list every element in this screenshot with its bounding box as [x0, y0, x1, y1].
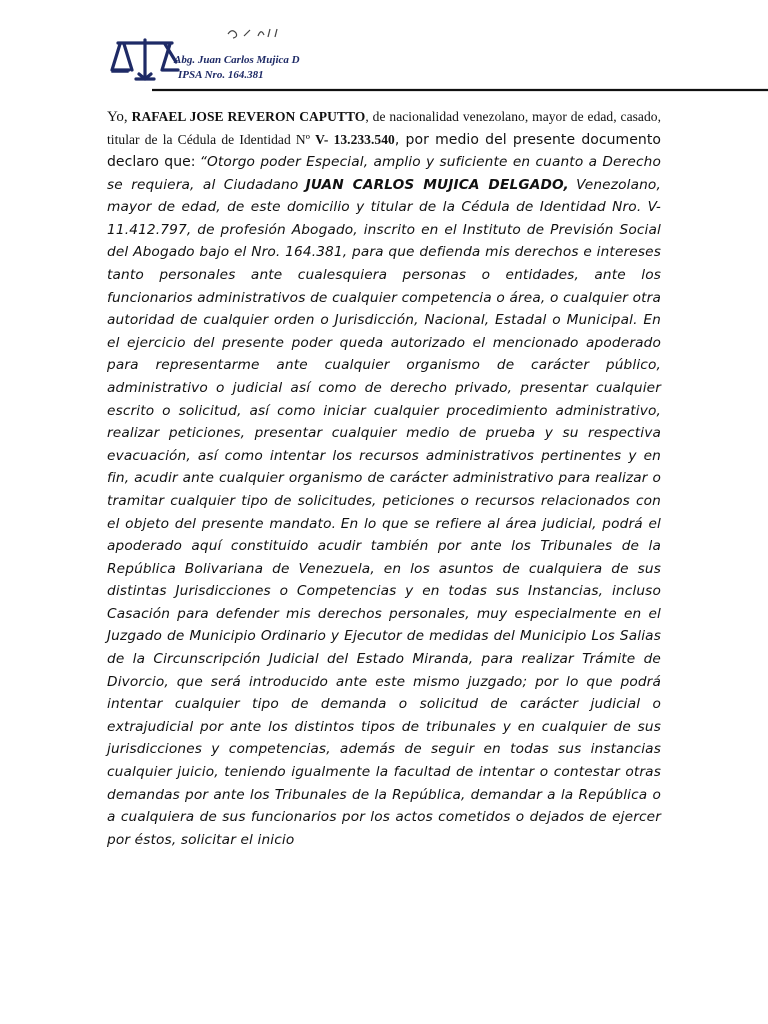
letterhead [0, 0, 768, 95]
power-grant-body: Venezolano, mayor de edad, de este domicilio y titular de la Cédula de Identidad Nro. V-11.412.797, de profesión Abogado, inscrito en el Instituto de Previsión Social del Abogado bajo el Nro. 164.381, para que defienda mis derechos e intereses tanto personales ante cualesquiera personas o entidades, ante los funcionarios administrativos de cualquier competencia o área, o cualquier otra autoridad de cualquier orden o Jurisdicción, Nacional, Estadal o Municipal. En el ejercicio del presente poder queda autorizado el mencionado apoderado para representarme ante cualquier organismo de carácter público, administrativo o judicial así como de derecho privado, presentar cualquier escrito o solicitud, así como iniciar cualquier procedimiento administrativo, realizar peticiones, presentar cualquier medio de prueba y su respectiva evacuación, así como intentar los recursos administrativos pertinentes y en fin, acudir ante cualquier organismo de carácter administrativo para realizar o tramitar cualquier tipo de solicitudes, peticiones o recursos relacionados con el objeto del presente mandato. [107, 176, 661, 532]
document-body [107, 106, 661, 851]
declaration-intro: , por medio del presente documento declaro que: [107, 131, 661, 170]
ci-number: 13.233.540 [333, 131, 395, 147]
lawyer-name: Abg. Juan Carlos Mujica D [174, 54, 300, 66]
grantor-details: , de nacionalidad venezolano, mayor de edad, casado, titular de la Cédula de Identidad Nº [107, 109, 661, 147]
ipsa-number: IPSA Nro. 164.381 [178, 69, 264, 81]
declaration-paragraph [107, 106, 661, 851]
salutation: Yo, [107, 109, 128, 125]
signature-scribble [228, 29, 277, 38]
attorney-name: JUAN CARLOS MUJICA DELGADO, [305, 176, 569, 193]
grantor-name: RAFAEL JOSE REVERON CAPUTTO [131, 109, 366, 124]
ci-prefix: V- [315, 131, 329, 147]
power-grant-opening: “Otorgo poder Especial, amplio y suficiente en cuanto a Derecho se requiera, al Ciudadano [107, 154, 661, 193]
scales-of-justice-icon [0, 0, 768, 95]
judicial-scope-text: En lo que se refiere al área judicial, podrá el apoderado aquí constituido acudir también por ante los Tribunales de la República Bolivariana de Venezuela, en los asuntos de cualquiera de sus distintas Jurisdicciones o Competencias y en todas sus Instancias, incluso Casación para defender mis derechos personales, muy especialmente en el Juzgado de Municipio Ordinario y Ejecutor de medidas del Municipio Los Salias de la Circunscripción Judicial del Estado Miranda, para realizar Trámite de Divorcio, que será introducido ante este mismo juzgado; por lo que podrá intentar cualquier tipo de demanda o solicitud de carácter judicial o extrajudicial por ante los distintos tipos de tribunales y en cualquier de sus jurisdicciones y competencias, además de seguir en todas sus instancias cualquier juicio, teniendo igualmente la facultad de intentar o contestar otras demandas por ante los Tribunales de la República, demandar a la República o a cualquiera de sus funcionarios por los actos cometidos o dejados de ejercer por éstos, solicitar el inicio [107, 515, 661, 848]
